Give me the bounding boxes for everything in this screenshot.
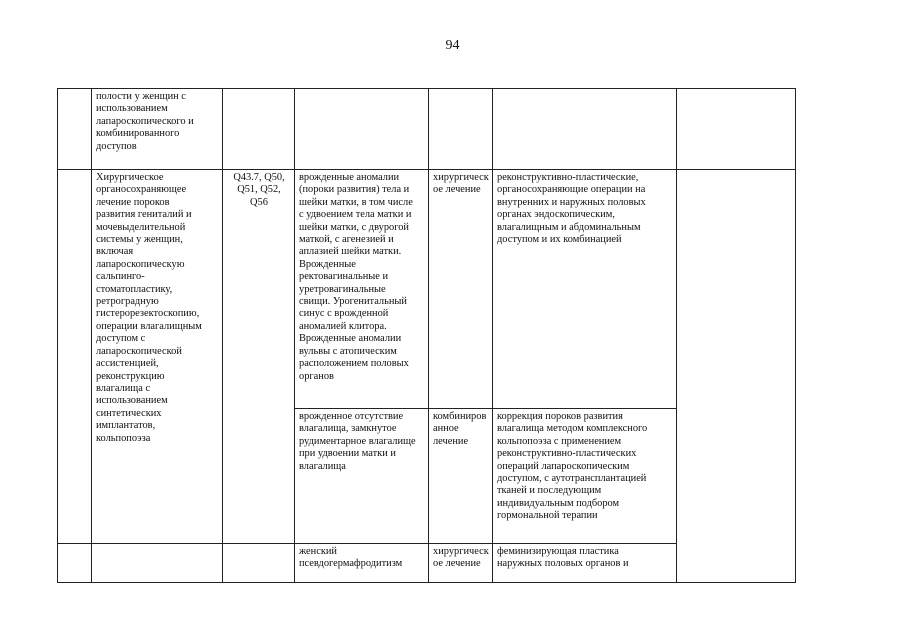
row-number-cell: [58, 170, 92, 544]
treatment-method-text: коррекция пороков развития влагалища методом комплексного кольпопоэза с применением реконструктивно-пластических операций лапароскопическим доступом, с аутотрансплантацией тканей и последующим индивидуальным подбором гормональной терапии: [497, 411, 648, 522]
treatment-method-cell: [493, 409, 677, 544]
patient-model-text: врожденное отсутствие влагалища, замкнутое рудиментарное влагалище при удвоении матки и влагалища: [299, 411, 416, 472]
treatment-type-text: хирургическ ое лечение: [433, 546, 489, 570]
table-row: [58, 170, 796, 409]
treatment-name-cell: [92, 170, 223, 544]
treatment-method-cell: [493, 89, 677, 170]
treatment-method-text: феминизирующая пластика наружных половых органов и: [497, 546, 629, 570]
mkb-code-cell: [223, 544, 295, 583]
treatment-method-cell: [493, 544, 677, 583]
row-number-cell: [58, 544, 92, 583]
mkb-code-text: Q43.7, Q50, Q51, Q52, Q56: [233, 172, 285, 208]
page-number: 94: [445, 38, 460, 53]
treatment-type-text: комбиниров анное лечение: [433, 411, 487, 447]
row-number-cell: [58, 89, 92, 170]
patient-model-cell: [295, 170, 429, 409]
table-row: [58, 89, 796, 170]
treatment-table: [57, 88, 796, 583]
patient-model-cell: [295, 544, 429, 583]
treatment-name-text: полости у женщин с использованием лапароскопического и комбинированного доступов: [96, 91, 194, 152]
treatment-name-cell: [92, 89, 223, 170]
treatment-method-cell: [493, 170, 677, 409]
treatment-type-cell: [429, 170, 493, 409]
patient-model-text: женский псевдогермафродитизм: [299, 546, 403, 570]
extra-cell: [677, 89, 796, 170]
treatment-type-cell: [429, 409, 493, 544]
patient-model-cell: [295, 409, 429, 544]
treatment-type-cell: [429, 89, 493, 170]
treatment-name-cell: [92, 544, 223, 583]
treatment-name-text: Хирургическое органосохраняющее лечение пороков развития гениталий и мочевыделительной системы у женщин, включая лапароскопическую сальпинго- стоматопластику, ретроградную гистерорезектоскопию, операции влагалищным доступом с лапароскопической ассистенцией, реконструкцию влагалища с использованием синтетических имплантатов, кольпопоэза: [96, 172, 202, 444]
extra-cell: [677, 170, 796, 583]
treatment-method-text: реконструктивно-пластические, органосохраняющие операции на внутренних и наружных половых органах эндоскопическим, влагалищным и абдоминальным доступом и их комбинацией: [497, 172, 646, 246]
mkb-code-cell: [223, 89, 295, 170]
treatment-type-cell: [429, 544, 493, 583]
mkb-code-cell: [223, 170, 295, 544]
treatment-type-text: хирургическ ое лечение: [433, 172, 489, 196]
patient-model-cell: [295, 89, 429, 170]
patient-model-text: врожденные аномалии (пороки развития) тела и шейки матки, в том числе с удвоением тела матки и шейки матки, с двурогой маткой, с агенезией и аплазией шейки матки. Врожденные ректовагинальные и уретровагинальные свищи. Урогенитальный синус с врожденной аномалией клитора. Врожденные аномалии вульвы с атопическим расположением половых органов: [299, 172, 413, 382]
